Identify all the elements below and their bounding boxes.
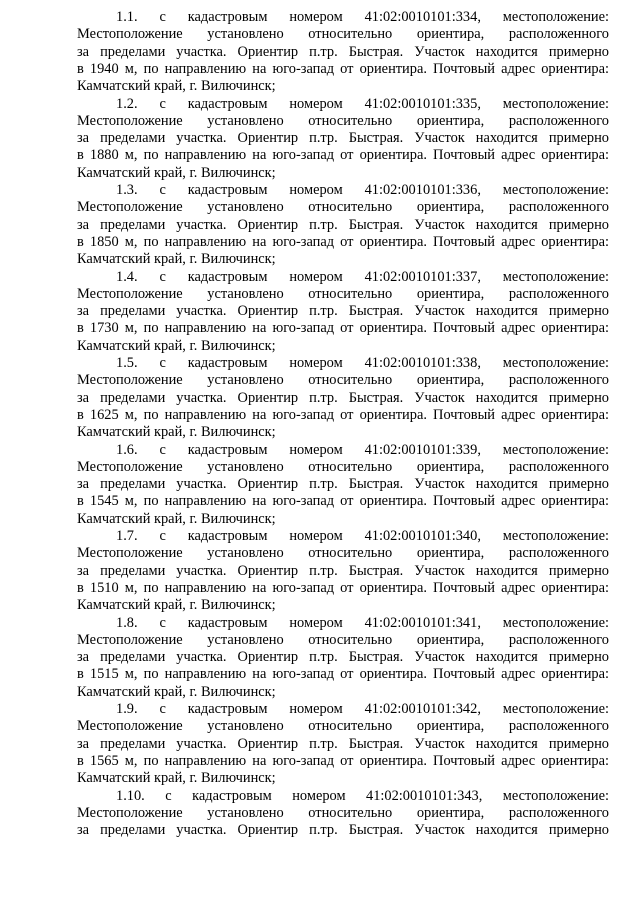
item-text-line: Местоположение установлено относительно ориентира, расположенного: [77, 631, 609, 648]
item-heading-line: 1.4. с кадастровым номером 41:02:0010101:337, местоположение:: [116, 268, 609, 285]
item-text-line: Камчатский край, г. Вилючинск;: [77, 510, 276, 527]
item-text-line: Местоположение установлено относительно ориентира, расположенного: [77, 804, 609, 821]
item-text-line: Местоположение установлено относительно ориентира, расположенного: [77, 458, 609, 475]
item-text-line: за пределами участка. Ориентир п.тр. Быстрая. Участок находится примерно: [77, 735, 609, 752]
item-heading-line: 1.6. с кадастровым номером 41:02:0010101:339, местоположение:: [116, 441, 609, 458]
item-text-line: в 1565 м, по направлению на юго-запад от ориентира. Почтовый адрес ориентира:: [77, 752, 609, 769]
item-text-line: за пределами участка. Ориентир п.тр. Быстрая. Участок находится примерно: [77, 130, 609, 147]
item-text-line: в 1850 м, по направлению на юго-запад от ориентира. Почтовый адрес ориентира:: [77, 233, 609, 250]
item-text-line: за пределами участка. Ориентир п.тр. Быстрая. Участок находится примерно: [77, 389, 609, 406]
item-heading-line: 1.8. с кадастровым номером 41:02:0010101:341, местоположение:: [116, 614, 609, 631]
item-text-line: Местоположение установлено относительно ориентира, расположенного: [77, 199, 609, 216]
item-text-line: Камчатский край, г. Вилючинск;: [77, 770, 276, 787]
item-heading-line: 1.10. с кадастровым номером 41:02:0010101:343, местоположение:: [116, 787, 609, 804]
item-text-line: за пределами участка. Ориентир п.тр. Быстрая. Участок находится примерно: [77, 303, 609, 320]
item-text-line: за пределами участка. Ориентир п.тр. Быстрая. Участок находится примерно: [77, 822, 609, 839]
item-text-line: в 1730 м, по направлению на юго-запад от ориентира. Почтовый адрес ориентира:: [77, 320, 609, 337]
item-text-line: за пределами участка. Ориентир п.тр. Быстрая. Участок находится примерно: [77, 476, 609, 493]
item-text-line: Камчатский край, г. Вилючинск;: [77, 337, 276, 354]
item-text-line: Местоположение установлено относительно ориентира, расположенного: [77, 112, 609, 129]
item-heading-line: 1.9. с кадастровым номером 41:02:0010101:342, местоположение:: [116, 701, 609, 717]
item-text-line: в 1880 м, по направлению на юго-запад от ориентира. Почтовый адрес ориентира:: [77, 147, 609, 164]
item-text-line: в 1515 м, по направлению на юго-запад от ориентира. Почтовый адрес ориентира:: [77, 666, 609, 683]
item-text-line: в 1625 м, по направлению на юго-запад от ориентира. Почтовый адрес ориентира:: [77, 406, 609, 423]
item-text-line: Камчатский край, г. Вилючинск;: [77, 251, 276, 268]
item-text-line: за пределами участка. Ориентир п.тр. Быстрая. Участок находится примерно: [77, 562, 609, 579]
item-text-line: Камчатский край, г. Вилючинск;: [77, 164, 276, 181]
item-text-line: Камчатский край, г. Вилючинск;: [77, 683, 276, 700]
item-text-line: в 1545 м, по направлению на юго-запад от ориентира. Почтовый адрес ориентира:: [77, 493, 609, 510]
item-text-line: в 1940 м, по направлению на юго-запад от ориентира. Почтовый адрес ориентира:: [77, 60, 609, 77]
item-heading-line: 1.3. с кадастровым номером 41:02:0010101:336, местоположение:: [116, 182, 609, 198]
item-heading-line: 1.7. с кадастровым номером 41:02:0010101:340, местоположение:: [116, 528, 609, 544]
item-text-line: Местоположение установлено относительно ориентира, расположенного: [77, 545, 609, 562]
item-text-line: за пределами участка. Ориентир п.тр. Быстрая. Участок находится примерно: [77, 649, 609, 666]
item-text-line: Местоположение установлено относительно ориентира, расположенного: [77, 26, 609, 43]
item-text-line: Камчатский край, г. Вилючинск;: [77, 78, 276, 95]
item-text-line: за пределами участка. Ориентир п.тр. Быстрая. Участок находится примерно: [77, 216, 609, 233]
item-heading-line: 1.2. с кадастровым номером 41:02:0010101:335, местоположение:: [116, 95, 609, 112]
item-text-line: Камчатский край, г. Вилючинск;: [77, 424, 276, 441]
item-heading-line: 1.1. с кадастровым номером 41:02:0010101:334, местоположение:: [116, 9, 609, 25]
item-text-line: Местоположение установлено относительно ориентира, расположенного: [77, 372, 609, 389]
item-text-line: Камчатский край, г. Вилючинск;: [77, 597, 276, 614]
item-heading-line: 1.5. с кадастровым номером 41:02:0010101:338, местоположение:: [116, 355, 609, 371]
item-text-line: Местоположение установлено относительно ориентира, расположенного: [77, 285, 609, 302]
item-text-line: Местоположение установлено относительно ориентира, расположенного: [77, 718, 609, 735]
item-text-line: за пределами участка. Ориентир п.тр. Быстрая. Участок находится примерно: [77, 43, 609, 60]
item-text-line: в 1510 м, по направлению на юго-запад от ориентира. Почтовый адрес ориентира:: [77, 579, 609, 596]
